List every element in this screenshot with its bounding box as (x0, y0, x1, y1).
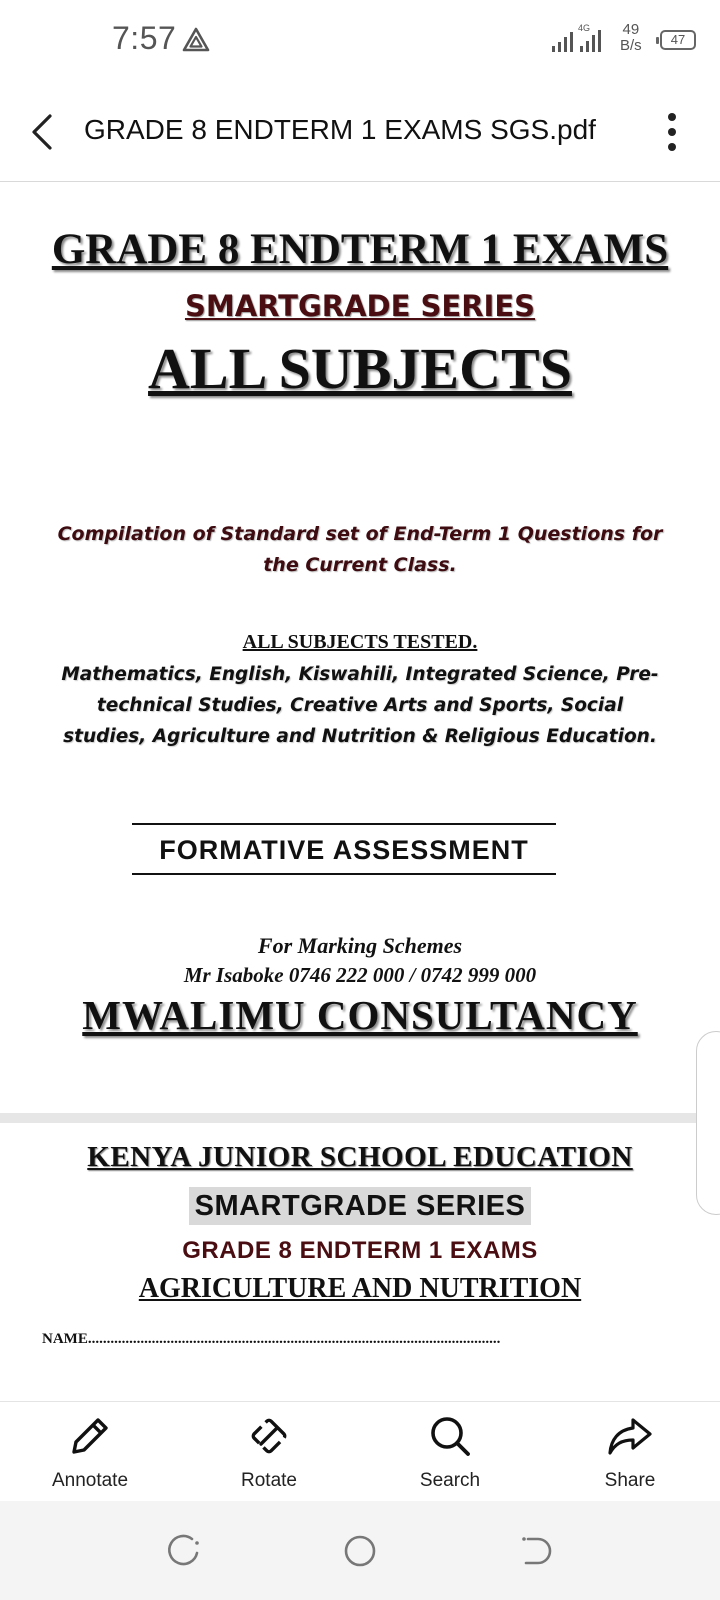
page2-subject: AGRICULTURE AND NUTRITION (138, 1273, 582, 1304)
battery-icon: 47 (660, 30, 696, 50)
page2-series: SMARTGRADE SERIES (189, 1187, 532, 1225)
share-label: Share (604, 1470, 656, 1491)
network-type-label: 4G (578, 23, 591, 33)
back-button[interactable] (18, 108, 66, 156)
bottom-toolbar (0, 1401, 720, 1501)
search-icon (426, 1412, 474, 1460)
recent-apps-icon[interactable] (164, 1531, 204, 1571)
page2-header: KENYA JUNIOR SCHOOL EDUCATION (87, 1141, 633, 1173)
pdf-page-2 (0, 1123, 720, 1401)
page1-tested-list: Mathematics, English, Kiswahili, Integrated Science, Pre-technical Studies, Creative Arts and Sports, Social studies, Agriculture and Nutrition & Religious Education. (61, 664, 659, 747)
annotate-button[interactable] (20, 1412, 160, 1496)
page1-series: SMARTGRADE SERIES (184, 289, 536, 323)
page2-exam: GRADE 8 ENDTERM 1 EXAMS (182, 1237, 538, 1264)
search-label: Search (419, 1470, 481, 1491)
page1-title: GRADE 8 ENDTERM 1 EXAMS (51, 226, 669, 273)
rotate-label: Rotate (241, 1470, 297, 1491)
search-button[interactable] (380, 1412, 520, 1496)
page1-marking-schemes: For Marking Schemes (257, 933, 463, 958)
home-icon[interactable] (340, 1531, 380, 1571)
more-vertical-icon (666, 112, 678, 152)
pencil-icon (66, 1412, 114, 1460)
network-speed-unit: B/s (620, 37, 642, 54)
share-icon (606, 1412, 654, 1460)
system-nav-bar (0, 1501, 720, 1600)
network-speed (620, 22, 642, 54)
page1-tested-heading: ALL SUBJECTS TESTED. (242, 631, 478, 653)
page1-contact: Mr Isaboke 0746 222 000 / 0742 999 000 (183, 963, 537, 987)
rotate-icon (245, 1412, 293, 1460)
back-nav-icon[interactable] (516, 1531, 556, 1571)
app-bar (0, 82, 720, 182)
pdf-page-1 (0, 183, 720, 1113)
chevron-left-icon (28, 112, 56, 152)
drive-icon (182, 26, 210, 54)
page2-name-field: NAME.............................................................................................................. (42, 1331, 501, 1347)
more-options-button[interactable] (648, 108, 696, 156)
share-button[interactable] (560, 1412, 700, 1496)
pdf-viewer[interactable] (0, 183, 720, 1401)
rotate-button[interactable] (199, 1412, 339, 1496)
page1-compilation: Compilation of Standard set of End-Term 1 Questions for the Current Class. (57, 523, 663, 576)
status-bar (0, 0, 720, 80)
page1-consultancy: MWALIMU CONSULTANCY (82, 992, 638, 1038)
signal-icon (552, 22, 616, 54)
page1-subjects-heading: ALL SUBJECTS (148, 336, 572, 401)
network-speed-value: 49 (622, 21, 640, 38)
annotate-label: Annotate (51, 1470, 129, 1491)
page-divider (0, 1113, 720, 1123)
scroll-handle[interactable] (696, 1031, 720, 1215)
document-title: GRADE 8 ENDTERM 1 EXAMS SGS.pdf (84, 114, 596, 145)
status-time: 7:57 (112, 20, 177, 56)
page1-assessment: FORMATIVE ASSESSMENT (132, 823, 556, 875)
